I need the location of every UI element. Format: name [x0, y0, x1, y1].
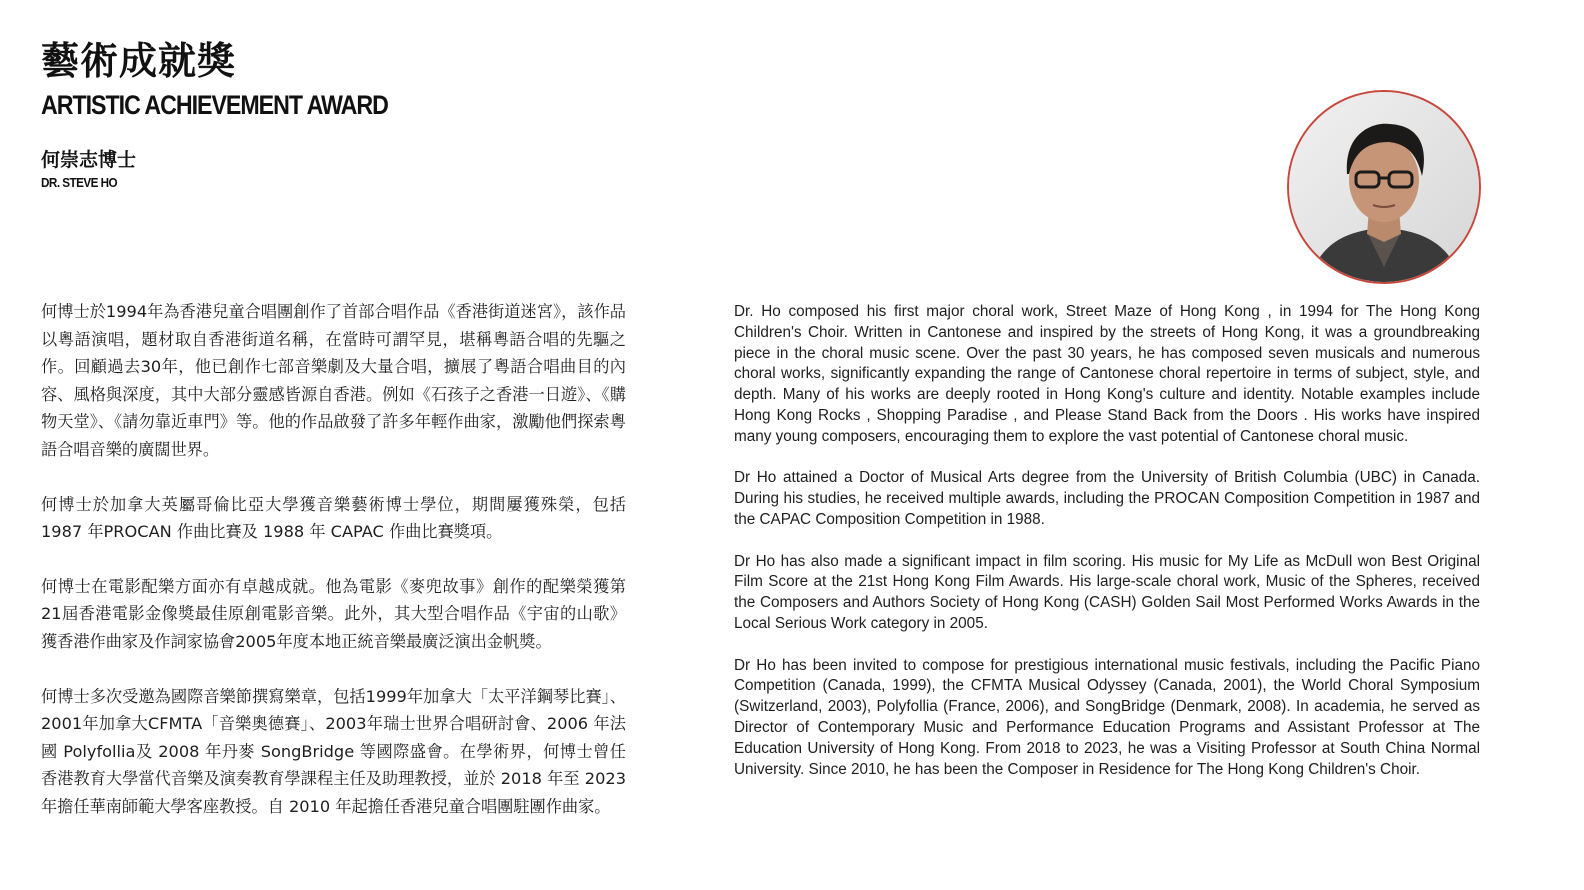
portrait-photo: [1289, 92, 1479, 282]
bio-zh-paragraph-3: 何博士在電影配樂方面亦有卓越成就。他為電影《麥兜故事》創作的配樂榮獲第21屆香港電影金像獎最佳原創電影音樂。此外，其大型合唱作品《宇宙的山歌》獲香港作曲家及作詞家協會2005年度本地正統音樂最廣泛演出金帆獎。: [41, 576, 626, 651]
bio-en-paragraph-3: Dr Ho has also made a significant impact in film scoring. His music for My Life as McDull won Best Original Film Score at the 21st Hong Kong Film Awards. His large-scale choral work, Music of the Spheres, received the Composers and Authors Society of Hong Kong (CASH) Golden Sail Most Performed Works Awards in the Local Serious Work category in 2005.: [734, 552, 1480, 632]
bio-zh: [41, 298, 626, 848]
award-title-zh: 藝術成就獎: [41, 39, 237, 83]
recipient-name-en: DR. STEVE HO: [41, 175, 118, 190]
bio-en-paragraph-2: Dr Ho attained a Doctor of Musical Arts degree from the University of British Columbia (UBC) in Canada. During his studies, he received multiple awards, including the PROCAN Composition Competition in 1987 and the CAPAC Composition Competition in 1988.: [734, 469, 1480, 528]
bio-zh-paragraph-4: 何博士多次受邀為國際音樂節撰寫樂章，包括1999年加拿大「太平洋鋼琴比賽」、2001年加拿大CFMTA「音樂奧德賽」、2003年瑞士世界合唱研討會、2006 年法國 Polyfollia及 2008 年丹麥 SongBridge 等國際盛會。在學術界，何博士曾任香港教育大學當代音樂及演奏教育學課程主任及助理教授，並於 2018 年至 2023 年擔任華南師範大學客座教授。自 2010 年起擔任香港兒童合唱團駐團作曲家。: [41, 686, 626, 816]
bio-en-paragraph-4: Dr Ho has been invited to compose for prestigious international music festivals, including the Pacific Piano Competition (Canada, 1999), the CFMTA Musical Odyssey (Canada, 2001), the World Choral Symposium (Switzerland, 2003), Polyfollia (France, 2006), and SongBridge (Denmark, 2008). In academia, he served as Director of Contemporary Music and Performance Education Programs and Assistant Professor at The Education University of Hong Kong. From 2018 to 2023, he was a Visiting Professor at South China Normal University. Since 2010, he has been the Composer in Residence for The Hong Kong Children's Choir.: [734, 656, 1480, 778]
award-title-en: ARTISTIC ACHIEVEMENT AWARD: [41, 90, 388, 120]
bio-en-paragraph-1: Dr. Ho composed his first major choral work, Street Maze of Hong Kong , in 1994 for The Hong Kong Children's Choir. Written in Cantonese and inspired by the streets of Hong Kong, it was a groundbreaking piece in the choral music scene. Over the past 30 years, he has composed seven musicals and numerous choral works, significantly expanding the range of Cantonese choral repertoire in terms of subject, style, and depth. Many of his works are deeply rooted in Hong Kong's culture and identity. Notable examples include Hong Kong Rocks , Shopping Paradise , and Please Stand Back from the Doors . His works have inspired many young composers, encouraging them to explore the vast potential of Cantonese choral music.: [734, 303, 1480, 445]
bio-zh-paragraph-2: 何博士於加拿大英屬哥倫比亞大學獲音樂藝術博士學位，期間屢獲殊榮，包括 1987 年PROCAN 作曲比賽及 1988 年 CAPAC 作曲比賽獎項。: [41, 494, 626, 542]
recipient-name-zh: 何崇志博士: [41, 149, 137, 171]
bio-zh-paragraph-1: 何博士於1994年為香港兒童合唱團創作了首部合唱作品《香港街道迷宮》，該作品以粵語演唱，題材取自香港街道名稱，在當時可謂罕見，堪稱粵語合唱的先驅之作。回顧過去30年，他已創作七部音樂劇及大量合唱，擴展了粵語合唱曲目的內容、風格與深度，其中大部分靈感皆源自香港。例如《石孩子之香港一日遊》、《購物天堂》、《請勿靠近車門》等。他的作品啟發了許多年輕作曲家，激勵他們探索粵語合唱音樂的廣闊世界。: [41, 302, 626, 459]
bio-en: [734, 302, 1480, 801]
recipient-portrait: [1287, 90, 1481, 284]
